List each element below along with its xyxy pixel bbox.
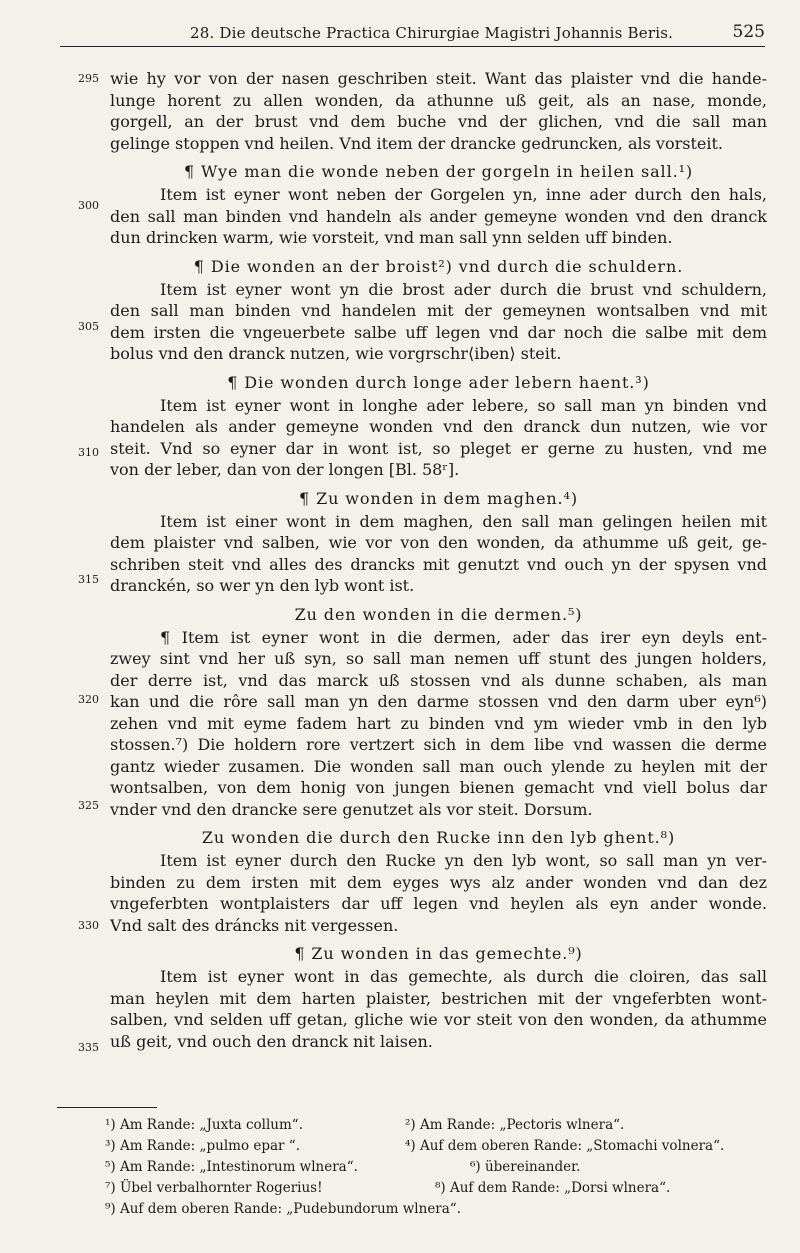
text-line: Item ist eyner wont in das gemechte, als durch die cloiren, das sall: [160, 967, 767, 986]
page-number: 525: [732, 22, 765, 42]
section-heading: ¶ Wye man die wonde neben der gorgeln in heilen sall.¹): [183, 162, 694, 181]
section-heading: ¶ Die wonden an der broist²) vnd durch die schuldern.: [193, 256, 684, 276]
section-heading: Zu den wonden in die dermen.⁵): [294, 604, 583, 624]
section-heading: ¶ Die wonden durch longe ader lebern haent.³): [227, 372, 650, 392]
footnote: ⁸) Auf dem Rande: „Dorsi wlnera“.: [435, 1180, 671, 1196]
text-line: dem irsten die vngeuerbete salbe uff legen vnd dar noch die salbe mit dem: [110, 322, 767, 342]
text-line: binden zu dem irsten mit dem eyges wys alz ander wonden vnd dan dez: [110, 872, 767, 892]
text-line: der derre ist, vnd das marck uß stossen vnd als dunne schaben, als man: [110, 670, 767, 690]
footnotes: [105, 1115, 765, 1220]
text-line: dranckén, so wer yn den lyb wont ist.: [110, 576, 415, 595]
line-number: 305: [78, 320, 99, 333]
line-number: 315: [78, 573, 99, 586]
footnote: ⁷) Übel verbalhornter Rogerius!: [105, 1180, 323, 1196]
line-number: 335: [78, 1041, 99, 1054]
text-line: Item ist eyner durch den Rucke yn den lyb wont, so sall man yn ver-: [160, 851, 767, 870]
text-line: handelen als ander gemeyne wonden vnd den dranck dun nutzen, wie vor: [110, 417, 767, 436]
footnote-row: [105, 1136, 765, 1157]
line-number: 300: [78, 199, 99, 212]
text-line: kan und die rôre sall man yn den darme stossen vnd den darm uber eyn⁶): [110, 692, 767, 711]
text-line: Item ist eyner wont in longhe ader lebere, so sall man yn binden vnd: [160, 395, 767, 415]
text-line: vnder vnd den drancke sere genutzet als vor steit. Dorsum.: [110, 799, 593, 819]
text-line: schriben steit vnd alles des drancks mit genutzt vnd ouch yn der spysen vnd: [110, 554, 767, 574]
footnote-row: [105, 1115, 765, 1136]
text-line: von der leber, dan von der longen [Bl. 58ʳ].: [110, 460, 460, 479]
text-line: Item ist eyner wont neben der Gorgelen yn, inne ader durch den hals,: [160, 185, 767, 204]
line-number: 325: [78, 799, 99, 812]
footnote-row: [105, 1157, 765, 1178]
text-line: salben, vnd selden uff getan, gliche wie vor steit von den wonden, da athumme: [110, 1010, 767, 1029]
text-line: dun drincken warm, wie vorsteit, vnd man sall ynn selden uff binden.: [110, 228, 673, 247]
footnote: ⁴) Auf dem oberen Rande: „Stomachi volnera“.: [405, 1138, 725, 1154]
text-line: stossen.⁷) Die holdern rore vertzert sich in dem libe vnd wassen die derme: [110, 735, 767, 754]
text-line: vngeferbten wontplaisters dar uff legen vnd heylen als eyn ander wonde.: [110, 894, 767, 913]
footnote: ⁹) Auf dem oberen Rande: „Pudebundorum wlnera“.: [105, 1201, 461, 1217]
text-line: lunge horent zu allen wonden, da athunne uß geit, als an nase, monde,: [110, 90, 767, 110]
text-line: gantz wieder zusamen. Die wonden sall man ouch ylende zu heylen mit der: [110, 756, 767, 776]
text-line: bolus vnd den dranck nutzen, wie vorgrschr⟨iben⟩ steit.: [110, 344, 562, 363]
text-line: man heylen mit dem harten plaister, bestrichen mit der vngeferbten wont-: [110, 988, 767, 1008]
footnote-row: [105, 1199, 765, 1220]
text-line: Item ist einer wont in dem maghen, den sall man gelingen heilen mit: [160, 511, 767, 531]
text-line: den sall man binden vnd handeln als ander gemeyne wonden vnd den dranck: [110, 206, 767, 226]
footnote: ⁶) übereinander.: [470, 1159, 581, 1175]
footnote: ³) Am Rande: „pulmo epar “.: [105, 1138, 300, 1154]
line-number: 295: [78, 72, 99, 85]
text-line: Vnd salt des dráncks nit vergessen.: [110, 915, 399, 935]
running-header: [60, 18, 765, 46]
footnote: ⁵) Am Rande: „Intestinorum wlnera“.: [105, 1159, 358, 1175]
text-line: wie hy vor von der nasen geschriben steit. Want das plaister vnd die hande-: [110, 69, 767, 88]
main-text: [110, 68, 767, 1052]
section-heading: Zu wonden die durch den Rucke inn den lyb ghent.⁸): [201, 828, 676, 847]
line-number: 330: [78, 919, 99, 932]
header-rule: [60, 46, 765, 47]
text-line: zwey sint vnd her uß syn, so sall man nemen uff stunt des jungen holders,: [110, 649, 767, 668]
text-line: steit. Vnd so eyner dar in wont ist, so pleget er gerne zu husten, vnd me: [110, 438, 767, 458]
text-line: den sall man binden vnd handelen mit der gemeynen wontsalben vnd mit: [110, 301, 767, 320]
footnote-rule: [57, 1107, 157, 1108]
running-title: 28. Die deutsche Practica Chirurgiae Magistri Johannis Beris.: [190, 24, 674, 42]
text-line: wontsalben, von dem honig von jungen bienen gemacht vnd viell bolus dar: [110, 778, 767, 797]
text-line: gorgell, an der brust vnd dem buche vnd der glichen, vnd die sall man: [110, 112, 767, 131]
text-line: uß geit, vnd ouch den dranck nit laisen.: [110, 1031, 433, 1051]
text-line: dem plaister vnd salben, wie vor von den wonden, da athumme uß geit, ge-: [110, 533, 767, 552]
footnote-row: [105, 1178, 765, 1199]
text-line: gelinge stoppen vnd heilen. Vnd item der drancke gedruncken, als vorsteit.: [110, 133, 723, 153]
footnote: ²) Am Rande: „Pectoris wlnera“.: [405, 1117, 625, 1133]
footnote: ¹) Am Rande: „Juxta collum“.: [105, 1117, 303, 1133]
line-number: 320: [78, 693, 99, 706]
text-line: ¶ Item ist eyner wont in die dermen, ader das irer eyn deyls ent-: [160, 627, 767, 647]
text-line: Item ist eyner wont yn die brost ader durch die brust vnd schuldern,: [160, 279, 767, 299]
section-heading: ¶ Zu wonden in das gemechte.⁹): [294, 944, 583, 963]
line-number: 310: [78, 446, 99, 459]
text-line: zehen vnd mit eyme fadem hart zu binden vnd ym wieder vmb in den lyb: [110, 713, 767, 733]
section-heading: ¶ Zu wonden in dem maghen.⁴): [299, 488, 578, 508]
